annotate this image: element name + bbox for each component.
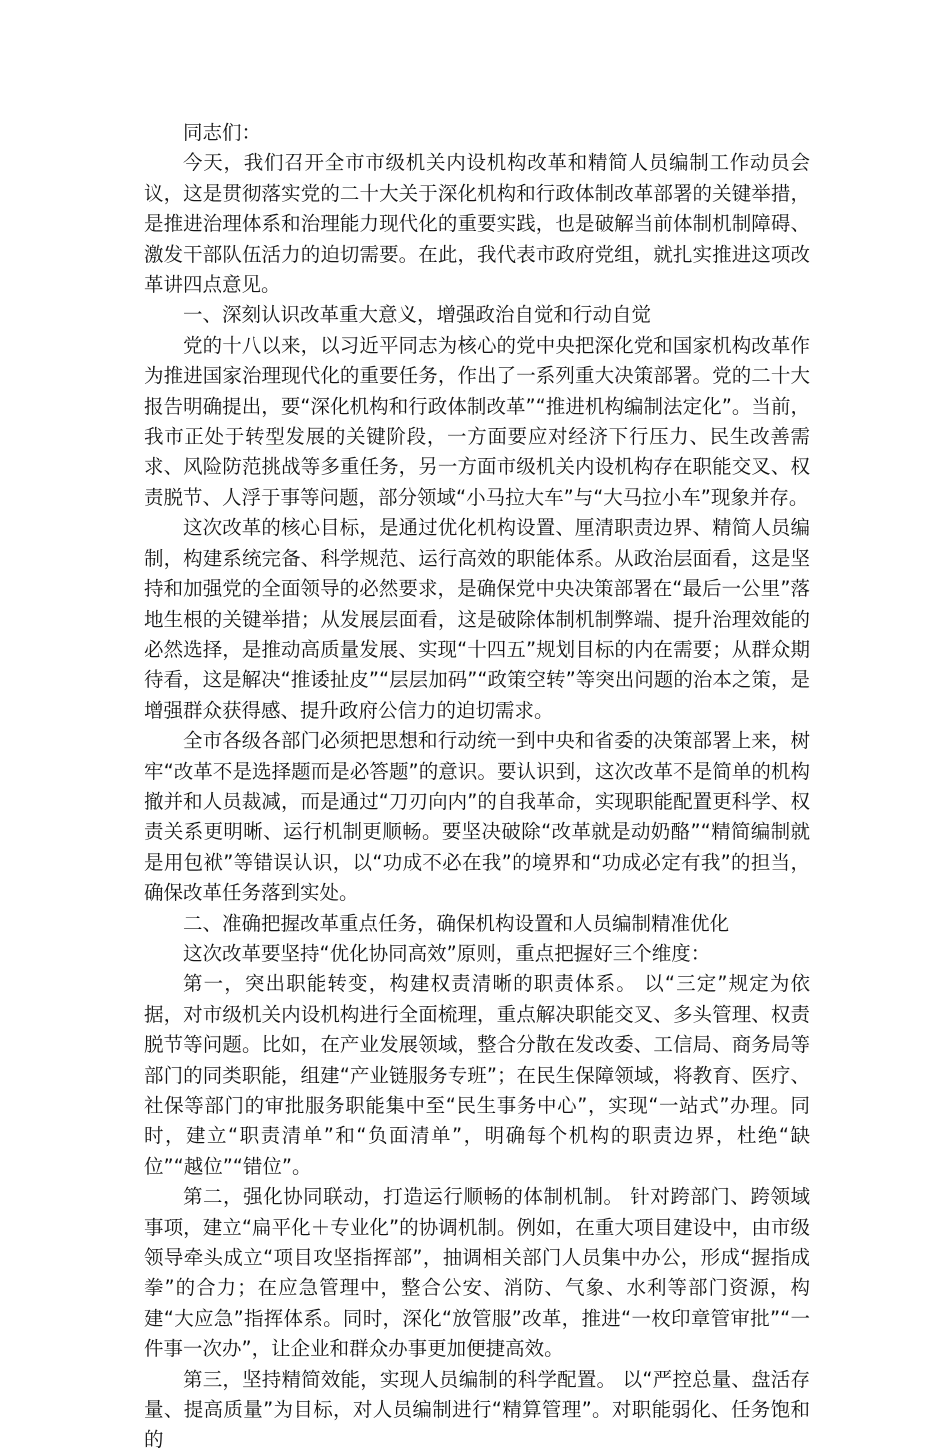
section-heading-1: 一、深刻认识改革重大意义，增强政治自觉和行动自觉: [183, 303, 652, 327]
paragraph: 第一，突出职能转变，构建权责清晰的职责体系。 以“三定”规定为依据，对市级机关内设机构进行全面梳理，重点解决职能交叉、多头管理、权责脱节等问题。比如，在产业发展领域，整合分散在发改委、工信局、商务局等部门的同类职能，组建“产业链服务专班”；在民生保障领域，将教育、医疗、社保等部门的审批服务职能集中至“民生事务中心”，实现“一站式”办理。同时，建立“职责清单”和“负面清单”，明确每个机构的职责边界，杜绝“缺位”“越位”“错位”。: [144, 972, 810, 1178]
paragraph: 党的十八以来，以习近平同志为核心的党中央把深化党和国家机构改革作为推进国家治理现代化的重要任务，作出了一系列重大决策部署。党的二十大报告明确提出，要“深化机构和行政体制改革”“推进机构编制法定化”。当前，我市正处于转型发展的关键阶段，一方面要应对经济下行压力、民生改善需求、风险防范挑战等多重任务，另一方面市级机关内设机构存在职能交叉、权责脱节、人浮于事等问题，部分领域“小马拉大车”与“大马拉小车”现象并存。: [144, 333, 810, 509]
paragraph: 这次改革要坚持“优化协同高效”原则，重点把握好三个维度：: [183, 941, 711, 965]
paragraph: 第二，强化协同联动，打造运行顺畅的体制机制。 针对跨部门、跨领域事项，建立“扁平化＋专业化”的协调机制。例如，在重大项目建设中，由市级领导牵头成立“项目攻坚指挥部”，抽调相关部门人员集中办公，形成“握指成拳”的合力；在应急管理中，整合公安、消防、气象、水利等部门资源，构建“大应急”指挥体系。同时，深化“放管服”改革，推进“一枚印章管审批”“一件事一次办”，让企业和群众办事更加便捷高效。: [144, 1185, 810, 1361]
paragraph: 全市各级各部门必须把思想和行动统一到中央和省委的决策部署上来，树牢“改革不是选择题而是必答题”的意识。要认识到，这次改革不是简单的机构撤并和人员裁减，而是通过“刀刃向内”的自我革命，实现职能配置更科学、权责关系更明晰、运行机制更顺畅。要坚决破除“改革就是动奶酪”“精简编制就是用包袱”等错误认识，以“功成不必在我”的境界和“功成必定有我”的担当，确保改革任务落到实处。: [144, 729, 810, 905]
paragraph: 这次改革的核心目标，是通过优化机构设置、厘清职责边界、精简人员编制，构建系统完备、科学规范、运行高效的职能体系。从政治层面看，这是坚持和加强党的全面领导的必然要求，是确保党中央决策部署在“最后一公里”落地生根的关键举措；从发展层面看，这是破除体制机制弊端、提升治理效能的必然选择，是推动高质量发展、实现“十四五”规划目标的内在需要；从群众期待看，这是解决“推诿扯皮”“层层加码”“政策空转”等突出问题的治本之策，是增强群众获得感、提升政府公信力的迫切需求。: [144, 516, 810, 722]
salutation: 同志们：: [183, 121, 262, 144]
speech-text: [144, 118, 810, 1456]
section-heading-2: 二、准确把握改革重点任务，确保机构设置和人员编制精准优化: [183, 911, 730, 935]
paragraph-intro: 今天，我们召开全市市级机关内设机构改革和精简人员编制工作动员会议，这是贯彻落实党的二十大关于深化机构和行政体制改革部署的关键举措，是推进治理体系和治理能力现代化的重要实践，也是破解当前体制机制障碍、激发干部队伍活力的迫切需要。在此，我代表市政府党组，就扎实推进这项改革讲四点意见。: [144, 151, 810, 297]
paragraph: 第三，坚持精简效能，实现人员编制的科学配置。 以“严控总量、盘活存量、提高质量”为目标，对人员编制进行“精算管理”。对职能弱化、任务饱和的: [144, 1367, 810, 1452]
